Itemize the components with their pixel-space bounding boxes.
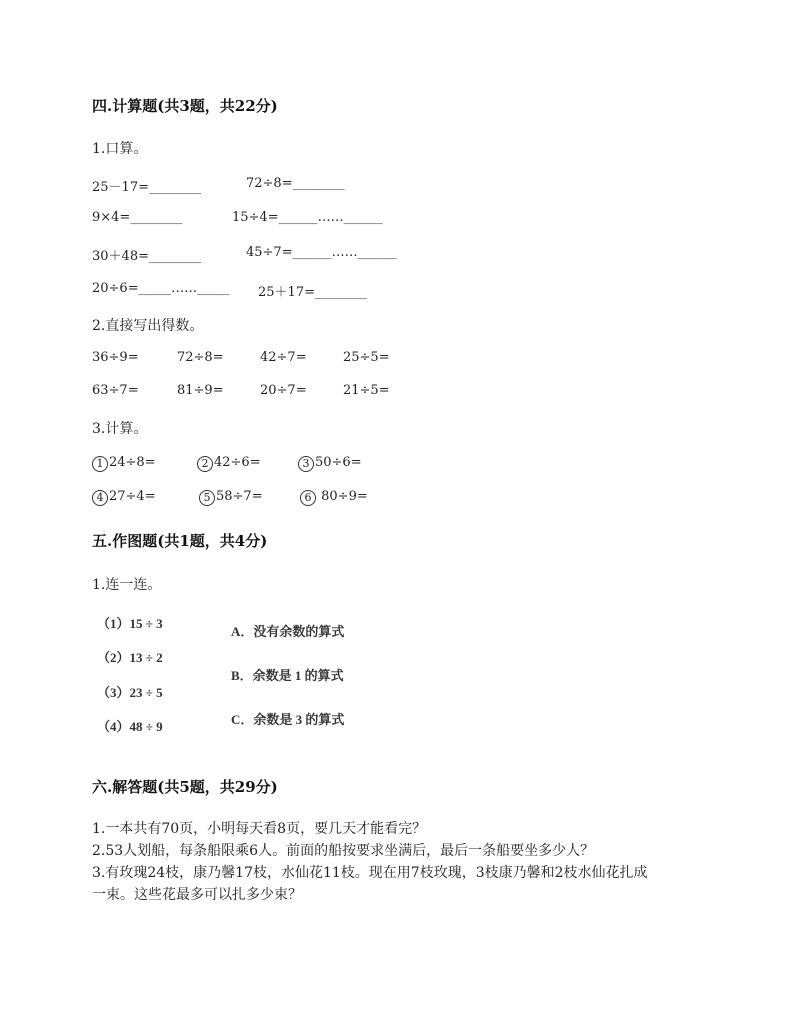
- calc-item: [92, 489, 156, 506]
- calc-item: [300, 489, 368, 506]
- question-1-title: 1.口算。: [92, 141, 148, 157]
- direct-calc-item: 81÷9=: [177, 383, 224, 398]
- circled-number: 4: [92, 490, 108, 506]
- match-left-item: （4）48 ÷ 9: [97, 719, 163, 734]
- word-problem-continuation: 一束。这些花最多可以扎多少束？: [92, 887, 302, 903]
- direct-calc-item: 21÷5=: [343, 383, 390, 398]
- match-left-item: （3）23 ÷ 5: [97, 685, 163, 700]
- direct-calc-item: 25÷5=: [343, 350, 390, 365]
- match-right-item: A．没有余数的算式: [231, 624, 345, 639]
- circled-number: 3: [298, 456, 314, 472]
- oral-calc-item: 15÷4=______……______: [232, 210, 383, 225]
- calc-expression: 80÷9=: [317, 489, 368, 504]
- word-problem: 1.一本共有70页，小明每天看8页，要几天才能看完？: [92, 821, 427, 837]
- calc-expression: 58÷7=: [216, 489, 263, 504]
- calc-item: [197, 455, 261, 472]
- section-5-title: 五.作图题(共1题，共4分): [92, 532, 268, 550]
- direct-calc-item: 42÷7=: [260, 350, 307, 365]
- section-6-title: 六.解答题(共5题，共29分): [92, 778, 278, 796]
- question-1-title: 1.连一连。: [92, 577, 162, 593]
- calc-item: [92, 455, 156, 472]
- match-right-item: C．余数是 3 的算式: [231, 712, 345, 727]
- circled-number: 6: [300, 490, 316, 506]
- oral-calc-item: 30＋48=________: [92, 249, 201, 264]
- calc-expression: 27÷4=: [109, 489, 156, 504]
- question-2-title: 2.直接写出得数。: [92, 318, 204, 334]
- oral-calc-item: 25＋17=________: [258, 285, 367, 300]
- word-problem: 3.有玫瑰24枝，康乃馨17枝，水仙花11枝。现在用7枝玫瑰，3枝康乃馨和2枝水仙花扎成: [92, 865, 648, 881]
- circled-number: 5: [199, 490, 215, 506]
- calc-expression: 24÷8=: [109, 455, 156, 470]
- oral-calc-item: 45÷7=______……______: [246, 245, 397, 260]
- oral-calc-item: 25－17=________: [92, 180, 201, 195]
- question-3-title: 3.计算。: [92, 421, 148, 437]
- calc-item: [298, 455, 362, 472]
- match-left-item: （2）13 ÷ 2: [97, 650, 163, 665]
- direct-calc-item: 72÷8=: [177, 350, 224, 365]
- oral-calc-item: 9×4=________: [92, 210, 183, 225]
- circled-number: 2: [197, 456, 213, 472]
- section-4-title: 四.计算题(共3题，共22分): [92, 97, 278, 115]
- calc-expression: 42÷6=: [214, 455, 261, 470]
- match-right-item: B．余数是 1 的算式: [231, 668, 344, 683]
- calc-expression: 50÷6=: [315, 455, 362, 470]
- match-left-item: （1）15 ÷ 3: [97, 616, 163, 631]
- oral-calc-item: 20÷6=_____……_____: [92, 281, 230, 296]
- word-problem: 2.53人划船，每条船限乘6人。前面的船按要求坐满后，最后一条船要坐多少人？: [92, 843, 595, 859]
- circled-number: 1: [92, 456, 108, 472]
- oral-calc-item: 72÷8=________: [246, 176, 345, 191]
- direct-calc-item: 63÷7=: [92, 383, 139, 398]
- direct-calc-item: 20÷7=: [260, 383, 307, 398]
- calc-item: [199, 489, 263, 506]
- direct-calc-item: 36÷9=: [92, 350, 139, 365]
